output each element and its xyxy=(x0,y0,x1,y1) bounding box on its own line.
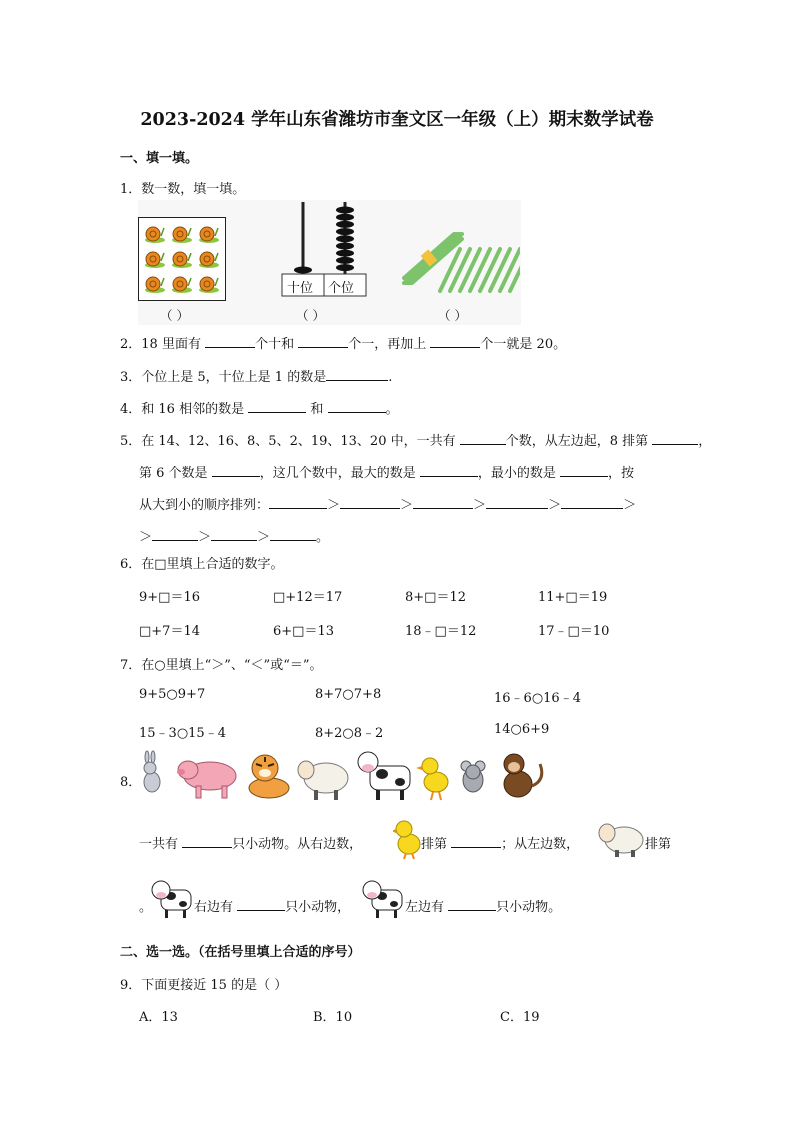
loose-stick xyxy=(480,249,500,291)
snail-icon xyxy=(199,227,219,243)
q4-text-c: 。 xyxy=(385,402,399,417)
sheep-icon xyxy=(597,820,645,858)
q6-item[interactable]: 6+□＝13 xyxy=(273,624,334,639)
snail-icon xyxy=(172,227,192,243)
ones-bead xyxy=(336,214,354,221)
sheep-icon xyxy=(298,761,348,800)
q8-text-g: 右边有 xyxy=(194,900,234,915)
q5-order-blank-4[interactable] xyxy=(486,495,548,509)
monkey-icon xyxy=(504,754,542,797)
q2-text-c: 个一，再加上 xyxy=(348,337,427,352)
section-1-heading: 一、填一填。 xyxy=(120,151,199,166)
q5-end: 。 xyxy=(316,530,330,545)
q6-item[interactable]: 18﹣□＝12 xyxy=(405,624,477,639)
section-2-heading: 二、选一选。（在括号里填上合适的序号） xyxy=(120,945,361,960)
q5-line-2 xyxy=(139,462,634,481)
ones-bead xyxy=(336,243,354,250)
ones-label: 个位 xyxy=(328,281,355,296)
q4-text-b: 和 xyxy=(310,402,324,417)
ones-bead xyxy=(336,228,354,235)
q8-line-2b xyxy=(405,896,561,915)
q8-text-i: 左边有 xyxy=(405,900,445,915)
q7-item[interactable]: 15﹣3○15﹣4 xyxy=(139,726,226,741)
q5-order-blank-7[interactable] xyxy=(211,527,257,541)
q6-item[interactable]: 11+□＝19 xyxy=(538,590,608,605)
q3-blank[interactable] xyxy=(326,367,388,381)
ones-bead xyxy=(336,207,354,214)
q3-line xyxy=(120,366,392,385)
q2-blank-3[interactable] xyxy=(430,334,480,348)
q8-blank-left-of-cow[interactable] xyxy=(448,897,496,911)
q2-number: 2． xyxy=(120,337,142,352)
snail-icon xyxy=(172,277,192,293)
gt-sign: ＞ xyxy=(327,498,341,513)
snail-icon xyxy=(172,252,192,268)
ones-bead xyxy=(336,235,354,242)
ones-bead xyxy=(336,264,354,271)
q6-item[interactable]: 17﹣□＝10 xyxy=(538,624,610,639)
q4-text-a: 4．和 16 相邻的数是 xyxy=(120,402,245,417)
q5-order-blank-8[interactable] xyxy=(270,527,316,541)
q5-text-3a: 从大到小的顺序排列： xyxy=(139,498,270,513)
q2-blank-2[interactable] xyxy=(298,334,348,348)
q3-text: 3．个位上是 5，十位上是 1 的数是 xyxy=(120,370,327,385)
q9-text: 9．下面更接近 15 的是（ ） xyxy=(120,978,288,993)
q6-item[interactable]: □+12＝17 xyxy=(273,590,343,605)
q7-item[interactable]: 8+7○7+8 xyxy=(315,687,382,702)
q4-line xyxy=(120,398,399,417)
q5-order-blank-6[interactable] xyxy=(152,527,198,541)
q5-order-blank-5[interactable] xyxy=(561,495,623,509)
ones-bead xyxy=(336,257,354,264)
gt-sign: ＞ xyxy=(198,530,212,545)
q7-item[interactable]: 9+5○9+7 xyxy=(139,687,206,702)
mouse-icon xyxy=(461,761,485,792)
gt-sign: ＞ xyxy=(400,498,414,513)
q2-text-b: 个十和 xyxy=(255,337,295,352)
q8-blank-duck-rank[interactable] xyxy=(451,834,501,848)
q4-blank-1[interactable] xyxy=(248,399,306,413)
q9-option-b[interactable]: B．10 xyxy=(313,1010,353,1025)
snail-icon xyxy=(199,252,219,268)
cow-icon xyxy=(151,880,193,920)
snail-icons xyxy=(139,218,225,300)
pig-icon xyxy=(177,761,236,798)
q6-item[interactable]: □+7＝14 xyxy=(139,624,200,639)
q5-order-blank-1[interactable] xyxy=(269,495,327,509)
q9-option-c[interactable]: C．19 xyxy=(500,1010,540,1025)
q8-text-f: 。 xyxy=(139,900,153,915)
q8-line-1 xyxy=(139,833,362,852)
q8-line-1b xyxy=(421,833,579,852)
q5-blank-count[interactable] xyxy=(460,431,506,445)
tens-label: 十位 xyxy=(287,281,314,296)
q5-text-2d: ，按 xyxy=(608,466,635,481)
q9-option-a[interactable]: A．13 xyxy=(139,1010,178,1025)
sticks-bundle xyxy=(398,225,520,305)
q1-answer-3[interactable]: （ ） xyxy=(438,308,467,323)
q7-item[interactable]: 16﹣6○16﹣4 xyxy=(494,691,581,706)
q7-text: 7．在○里填上“＞”、“＜”或“＝”。 xyxy=(120,658,323,673)
ones-bead xyxy=(336,221,354,228)
q5-blank-max[interactable] xyxy=(420,463,478,477)
q5-text-2c: ，最小的数是 xyxy=(477,466,556,481)
snail-icon xyxy=(145,277,165,293)
snail-grid xyxy=(138,217,226,301)
q8-text-a: 一共有 xyxy=(139,837,179,852)
animal-row xyxy=(138,748,548,804)
snail-icon xyxy=(145,227,165,243)
q5-text-1a: 5．在 14、12、16、8、5、2、19、13、20 中，一共有 xyxy=(120,434,456,449)
q2-text-a: 18 里面有 xyxy=(141,337,201,352)
q8-number: 8． xyxy=(120,775,142,790)
snail-icon xyxy=(145,252,165,268)
snail-icon xyxy=(199,277,219,293)
duck-icon xyxy=(393,818,423,860)
tens-bead xyxy=(294,267,312,274)
q2-text-d: 个一就是 20。 xyxy=(480,337,567,352)
q8-text-d: ；从左边数， xyxy=(501,837,580,852)
q1-answer-2[interactable]: （ ） xyxy=(296,308,325,323)
rabbit-icon xyxy=(144,751,160,792)
q8-text-j: 只小动物。 xyxy=(496,900,562,915)
q8-text-e: 排第 xyxy=(645,837,672,852)
q6-text: 6．在□里填上合适的数字。 xyxy=(120,557,284,572)
q8-line-2a xyxy=(194,896,350,915)
cow-icon xyxy=(358,752,410,800)
q5-text-2b: ，这几个数中，最大的数是 xyxy=(259,466,416,481)
q5-blank-min[interactable] xyxy=(560,463,608,477)
q5-text-2a: 第 6 个数是 xyxy=(139,466,208,481)
q5-order-blank-2[interactable] xyxy=(340,495,400,509)
q1-answer-1[interactable]: （ ） xyxy=(160,308,189,323)
q5-line-4 xyxy=(139,526,329,545)
gt-sign: ＞ xyxy=(623,498,637,513)
q7-item[interactable]: 14○6+9 xyxy=(494,722,550,737)
q8-text-c: 排第 xyxy=(421,837,448,852)
q3-end: . xyxy=(388,370,393,385)
q5-order-blank-3[interactable] xyxy=(413,495,473,509)
loose-stick xyxy=(450,249,470,291)
q2-blank-1[interactable] xyxy=(205,334,255,348)
q6-item[interactable]: 9+□＝16 xyxy=(139,590,200,605)
loose-stick xyxy=(470,249,490,291)
q1-text: 1．数一数，填一填。 xyxy=(120,182,246,197)
q5-line-3 xyxy=(139,494,636,513)
q8-text-h: 只小动物， xyxy=(285,900,351,915)
q8-blank-total[interactable] xyxy=(182,834,232,848)
q5-line-1 xyxy=(120,430,711,449)
q5-blank-position[interactable] xyxy=(652,431,698,445)
q5-text-1b: 个数，从左边起，8 排第 xyxy=(505,434,649,449)
gt-sign: ＞ xyxy=(139,530,153,545)
tiger-icon xyxy=(249,755,289,798)
loose-stick xyxy=(500,249,520,291)
q7-item[interactable]: 8+2○8﹣2 xyxy=(315,726,384,741)
q5-blank-sixth[interactable] xyxy=(212,463,260,477)
q8-text-b: 只小动物。从右边数， xyxy=(232,837,363,852)
duck-icon xyxy=(416,758,448,800)
gt-sign: ＞ xyxy=(548,498,562,513)
gt-sign: ＞ xyxy=(257,530,271,545)
loose-stick xyxy=(490,249,510,291)
q6-item[interactable]: 8+□＝12 xyxy=(405,590,466,605)
q2-line xyxy=(120,333,566,352)
gt-sign: ＞ xyxy=(473,498,487,513)
ones-bead xyxy=(336,250,354,257)
cow-icon xyxy=(362,880,404,920)
loose-stick xyxy=(460,249,480,291)
exam-title: 2023-2024 学年山东省潍坊市奎文区一年级（上）期末数学试卷 xyxy=(140,110,654,130)
q4-blank-2[interactable] xyxy=(328,399,386,413)
q5-text-1c: ， xyxy=(698,434,712,449)
q8-blank-right-of-cow[interactable] xyxy=(237,897,285,911)
